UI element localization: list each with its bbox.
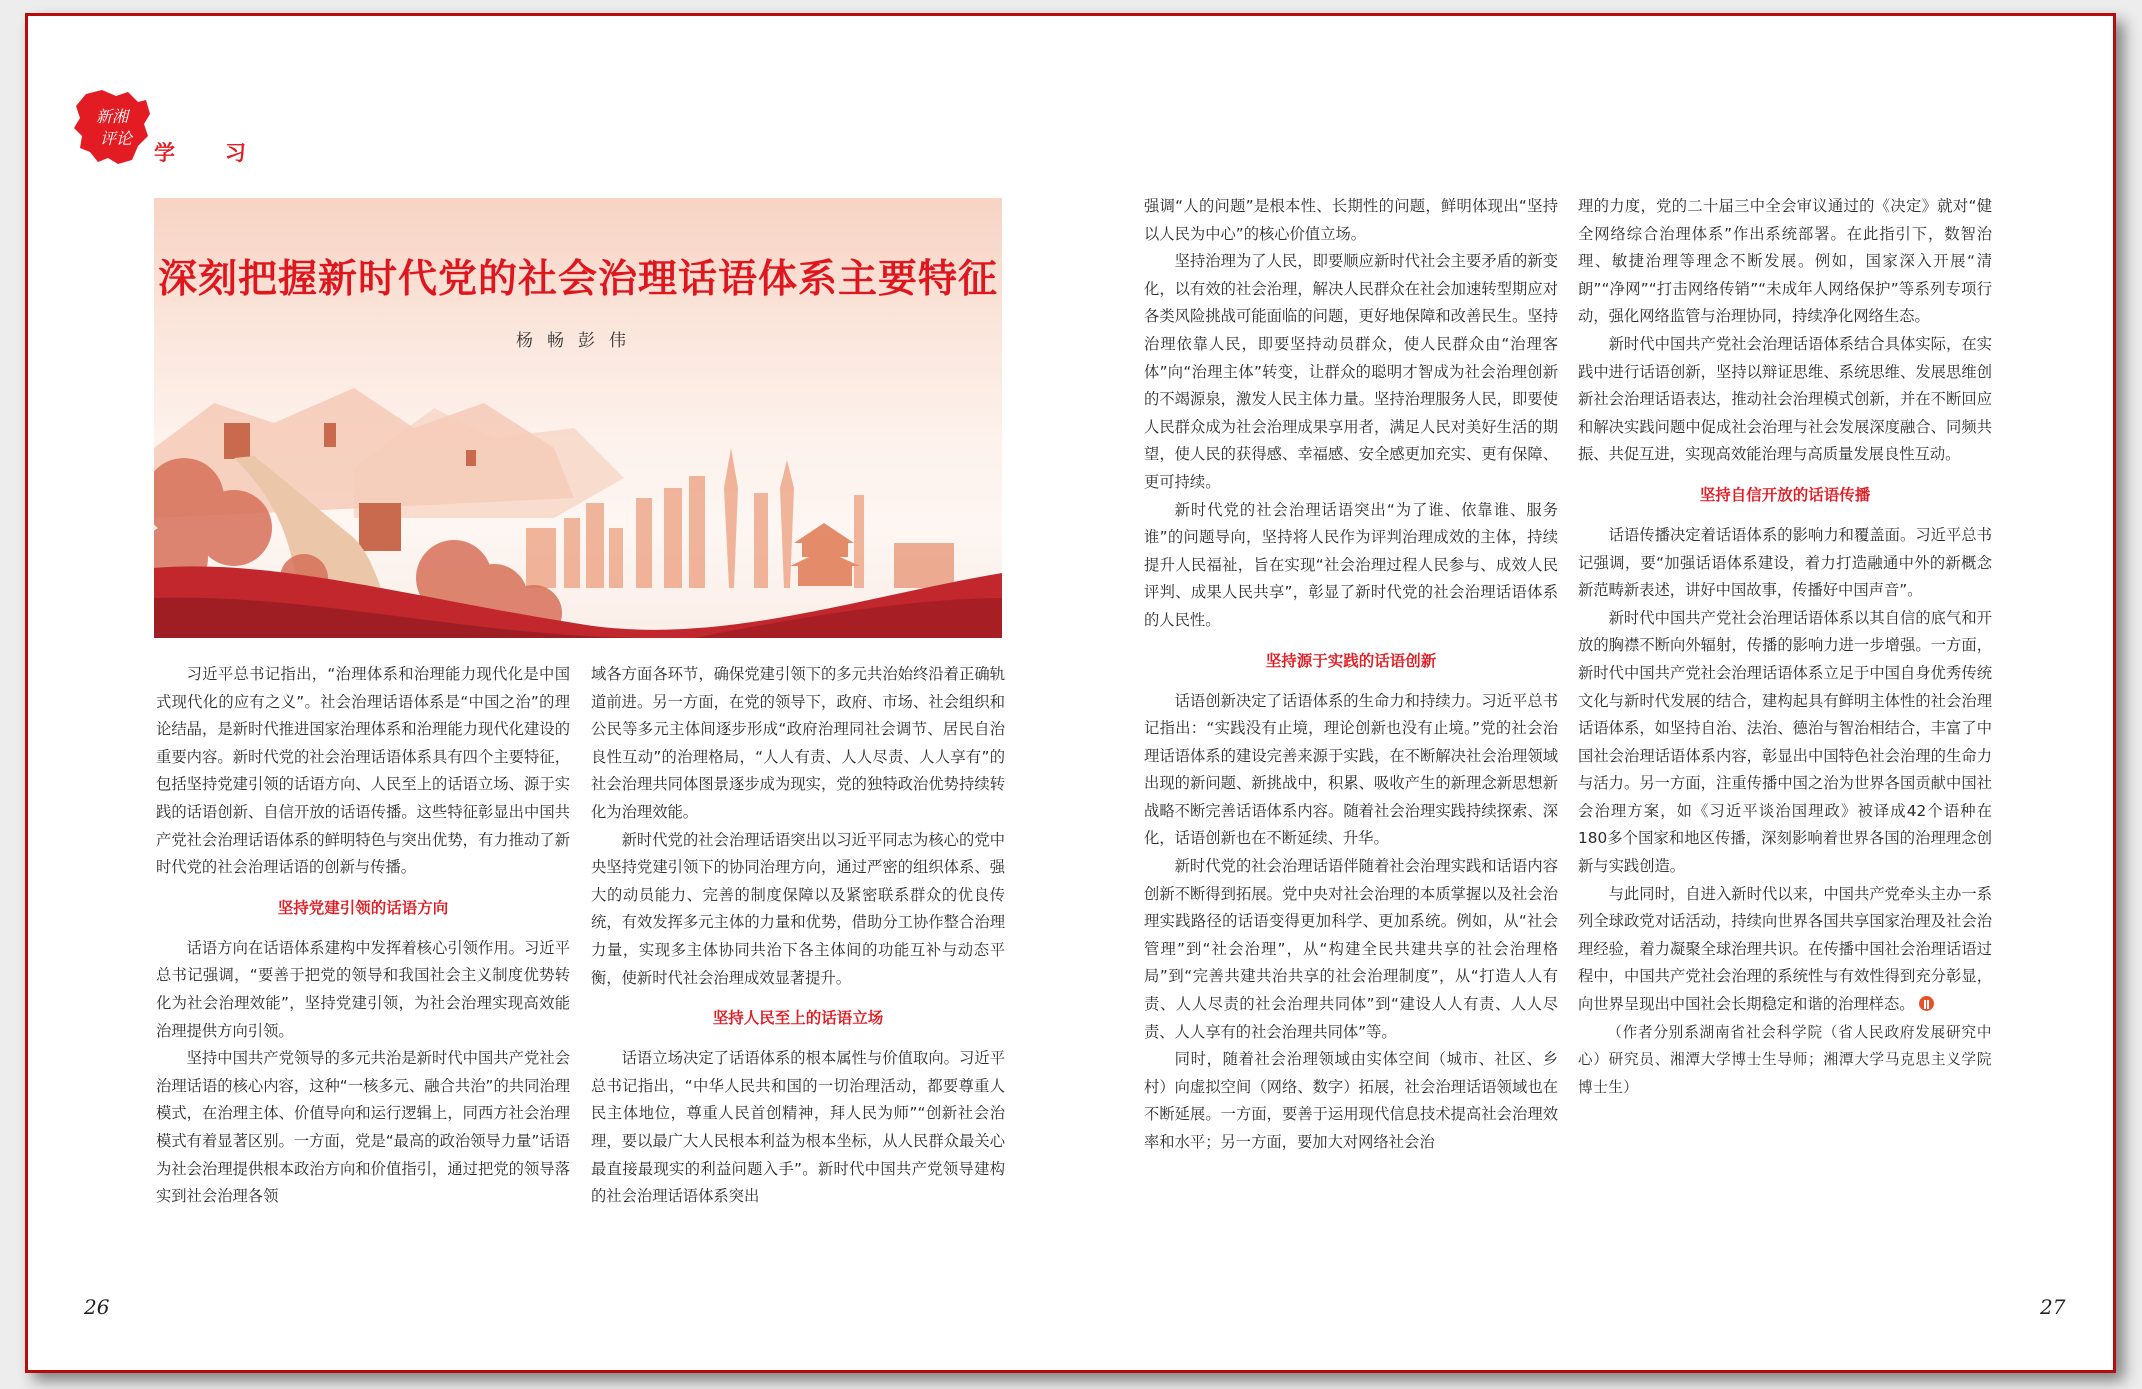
paragraph: 理的力度，党的二十届三中全会审议通过的《决定》就对“健全网络综合治理体系”作出系统部署。在此指引下，数智治理、敏捷治理等理念不断发展。例如，国家深入开展“清朗”“净网”“打击网络传销”“未成年人网络保护”等系列专项行动，强化网络监管与治理协同，持续净化网络生态。 xyxy=(1578,197,1992,326)
magazine-logo-icon xyxy=(72,88,152,166)
text-column-4 xyxy=(1578,193,1992,1101)
section-label-char1: 学 xyxy=(154,141,175,165)
svg-text:评论: 评论 xyxy=(99,129,133,148)
section-heading: 坚持党建引领的话语方向 xyxy=(277,898,449,917)
text-column-2 xyxy=(591,661,1005,1211)
section-label-char2: 习 xyxy=(225,141,246,165)
article-authors: 杨畅彭伟 xyxy=(516,331,640,351)
page-number-right: 27 xyxy=(2040,1295,2066,1319)
section-heading: 坚持源于实践的话语创新 xyxy=(1265,651,1437,670)
paragraph: 话语方向在话语体系建构中发挥着核心引领作用。习近平总书记强调，“要善于把党的领导和我国社会主义制度优势转化为社会治理效能”，坚持党建引领，为社会治理实现高效能治理提供方向引领。 xyxy=(156,938,570,1040)
paragraph: 新时代中国共产党社会治理话语体系结合具体实际，在实践中进行话语创新，坚持以辩证思维、系统思维、发展思维创新社会治理话语表达，推动社会治理模式创新，并在不断回应和解决实践问题中促成社会治理与社会发展深度融合、同频共振、共促互进，实现高效能治理与高质量发展良性互动。 xyxy=(1578,334,1992,464)
paragraph: 话语传播决定着话语体系的影响力和覆盖面。习近平总书记强调，要“加强话语体系建设，着力打造融通中外的新概念新范畴新表述，讲好中国故事，传播好中国声音”。 xyxy=(1578,525,1992,600)
paragraph: 新时代中国共产党社会治理话语体系以其自信的底气和开放的胸襟不断向外辐射，传播的影响力进一步增强。一方面，新时代中国共产党社会治理话语体系立足于中国自身优秀传统文化与新时代发展的结合，建构起具有鲜明主体性的社会治理话语体系，如坚持自治、法治、德治与智治相结合，丰富了中国社会治理话语体系内容，彰显出中国特色社会治理的生命力与活力。另一方面，注重传播中国之治为世界各国贡献中国社会治理方案，如《习近平谈治国理政》被译成42个语种在180多个国家和地区传播，深刻影响着世界各国的治理理念创新与实践创造。 xyxy=(1578,608,1992,876)
paragraph: 同时，随着社会治理领域由实体空间（城市、社区、乡村）向虚拟空间（网络、数字）拓展，社会治理话语领域也在不断延展。一方面，要善于运用现代信息技术提高社会治理效率和水平；另一方面，要加大对网络社会治 xyxy=(1144,1050,1558,1151)
author-note: （作者分别系湖南省社会科学院（省人民政府发展研究中心）研究员、湘潭大学博士生导师；湘潭大学马克思主义学院博士生） xyxy=(1578,1023,1992,1096)
article-end-mark-icon xyxy=(1919,996,1934,1011)
paragraph: 习近平总书记指出，“治理体系和治理能力现代化是中国式现代化的应有之义”。社会治理话语体系是“中国之治”的理论结晶，是新时代推进国家治理体系和治理能力现代化建设的重要内容。新时代党的社会治理话语体系具有四个主要特征，包括坚持党建引领的话语方向、人民至上的话语立场、源于实践的话语创新、自信开放的话语传播。这些特征彰显出中国共产党社会治理话语体系的鲜明特色与突出优势，有力推动了新时代党的社会治理话语的创新与传播。 xyxy=(156,665,570,877)
text-column-1 xyxy=(156,661,570,1211)
paragraph xyxy=(1578,881,1992,1019)
paragraph: 坚持治理为了人民，即要顺应新时代社会主要矛盾的新变化，以有效的社会治理，解决人民群众在社会加速转型期应对各类风险挑战可能面临的问题，更好地保障和改善民生。坚持治理依靠人民，即要坚持动员群众，使人民群众由“治理客体”向“治理主体”转变，让群众的聪明才智成为社会治理创新的不竭源泉，激发人民主体力量。坚持治理服务人民，即要使人民群众成为社会治理成果享用者，满足人民对美好生活的期望，使人民的获得感、幸福感、安全感更加充实、更有保障、更可持续。 xyxy=(1144,252,1558,491)
paragraph: 域各方面各环节，确保党建引领下的多元共治始终沿着正确轨道前进。另一方面，在党的领导下，政府、市场、社会组织和公民等多元主体间逐步形成“政府治理同社会调节、居民自治良性互动”的治理格局，“人人有责、人人尽责、人人享有”的社会治理共同体图景逐步成为现实，党的独特政治优势持续转化为治理效能。 xyxy=(591,665,1005,821)
section-heading: 坚持人民至上的话语立场 xyxy=(712,1009,884,1028)
svg-text:新湘: 新湘 xyxy=(95,107,129,126)
paragraph: 新时代党的社会治理话语突出“为了谁、依靠谁、服务谁”的问题导向，坚持将人民作为评判治理成效的主体，持续提升人民福祉，旨在实现“社会治理过程人民参与、成效人民评判、成果人民共享”，彰显了新时代党的社会治理话语体系的人民性。 xyxy=(1144,500,1558,629)
text-column-3 xyxy=(1144,193,1558,1157)
paragraph: 坚持中国共产党领导的多元共治是新时代中国共产党社会治理话语的核心内容，这种“一核多元、融合共治”的共同治理模式，在治理主体、价值导向和运行逻辑上，同西方社会治理模式有着显著区别。一方面，党是“最高的政治领导力量”话语为社会治理提供根本政治方向和价值指引，通过把党的领导落实到社会治理各领 xyxy=(156,1049,570,1206)
page-number-left: 26 xyxy=(84,1295,110,1319)
paragraph: 话语创新决定了话语体系的生命力和持续力。习近平总书记指出：“实践没有止境，理论创新也没有止境。”党的社会治理话语体系的建设完善来源于实践，在不断解决社会治理领域出现的新问题、新挑战中，积累、吸收产生的新理念新思想新战略不断完善话语体系内容。随着社会治理实践持续探索、深化，话语创新也在不断延续、升华。 xyxy=(1144,691,1558,848)
section-heading: 坚持自信开放的话语传播 xyxy=(1699,485,1871,504)
article-title: 深刻把握新时代党的社会治理话语体系主要特征 xyxy=(157,256,998,302)
paragraph: 新时代党的社会治理话语突出以习近平同志为核心的党中央坚持党建引领下的协同治理方向，通过严密的组织体系、强大的动员能力、完善的制度保障以及紧密联系群众的优良传统，有效发挥多元主体的力量和优势，借助分工协作整合治理力量，实现多主体协同共治下各主体间的功能互补与动态平衡，使新时代社会治理成效显著提升。 xyxy=(591,830,1005,987)
hero-banner xyxy=(154,198,1002,638)
paragraph-text: 与此同时，自进入新时代以来，中国共产党牵头主办一系列全球政党对话活动，持续向世界各国共享国家治理及社会治理经验，着力凝聚全球治理共识。在传播中国社会治理话语过程中，中国共产党社会治理的系统性与有效性得到充分彰显，向世界呈现出中国社会长期稳定和谐的治理样态。 xyxy=(1578,884,1992,1014)
paragraph: 新时代党的社会治理话语伴随着社会治理实践和话语内容创新不断得到拓展。党中央对社会治理的本质掌握以及社会治理实践路径的话语变得更加科学、更加系统。例如，从“社会管理”到“社会治理”，从“构建全民共建共享的社会治理格局”到“完善共建共治共享的社会治理制度”，从“打造人人有责、人人尽责的社会治理共同体”到“建设人人有责、人人尽责、人人享有的社会治理共同体”等。 xyxy=(1144,857,1558,1041)
paragraph: 话语立场决定了话语体系的根本属性与价值取向。习近平总书记指出，“中华人民共和国的一切治理活动，都要尊重人民主体地位，尊重人民首创精神，拜人民为师”“创新社会治理，要以最广大人民根本利益为根本坐标，从人民群众最关心最直接最现实的利益问题入手”。新时代中国共产党领导建构的社会治理话语体系突出 xyxy=(591,1049,1005,1206)
paragraph: 强调“人的问题”是根本性、长期性的问题，鲜明体现出“坚持以人民为中心”的核心价值立场。 xyxy=(1144,197,1558,243)
